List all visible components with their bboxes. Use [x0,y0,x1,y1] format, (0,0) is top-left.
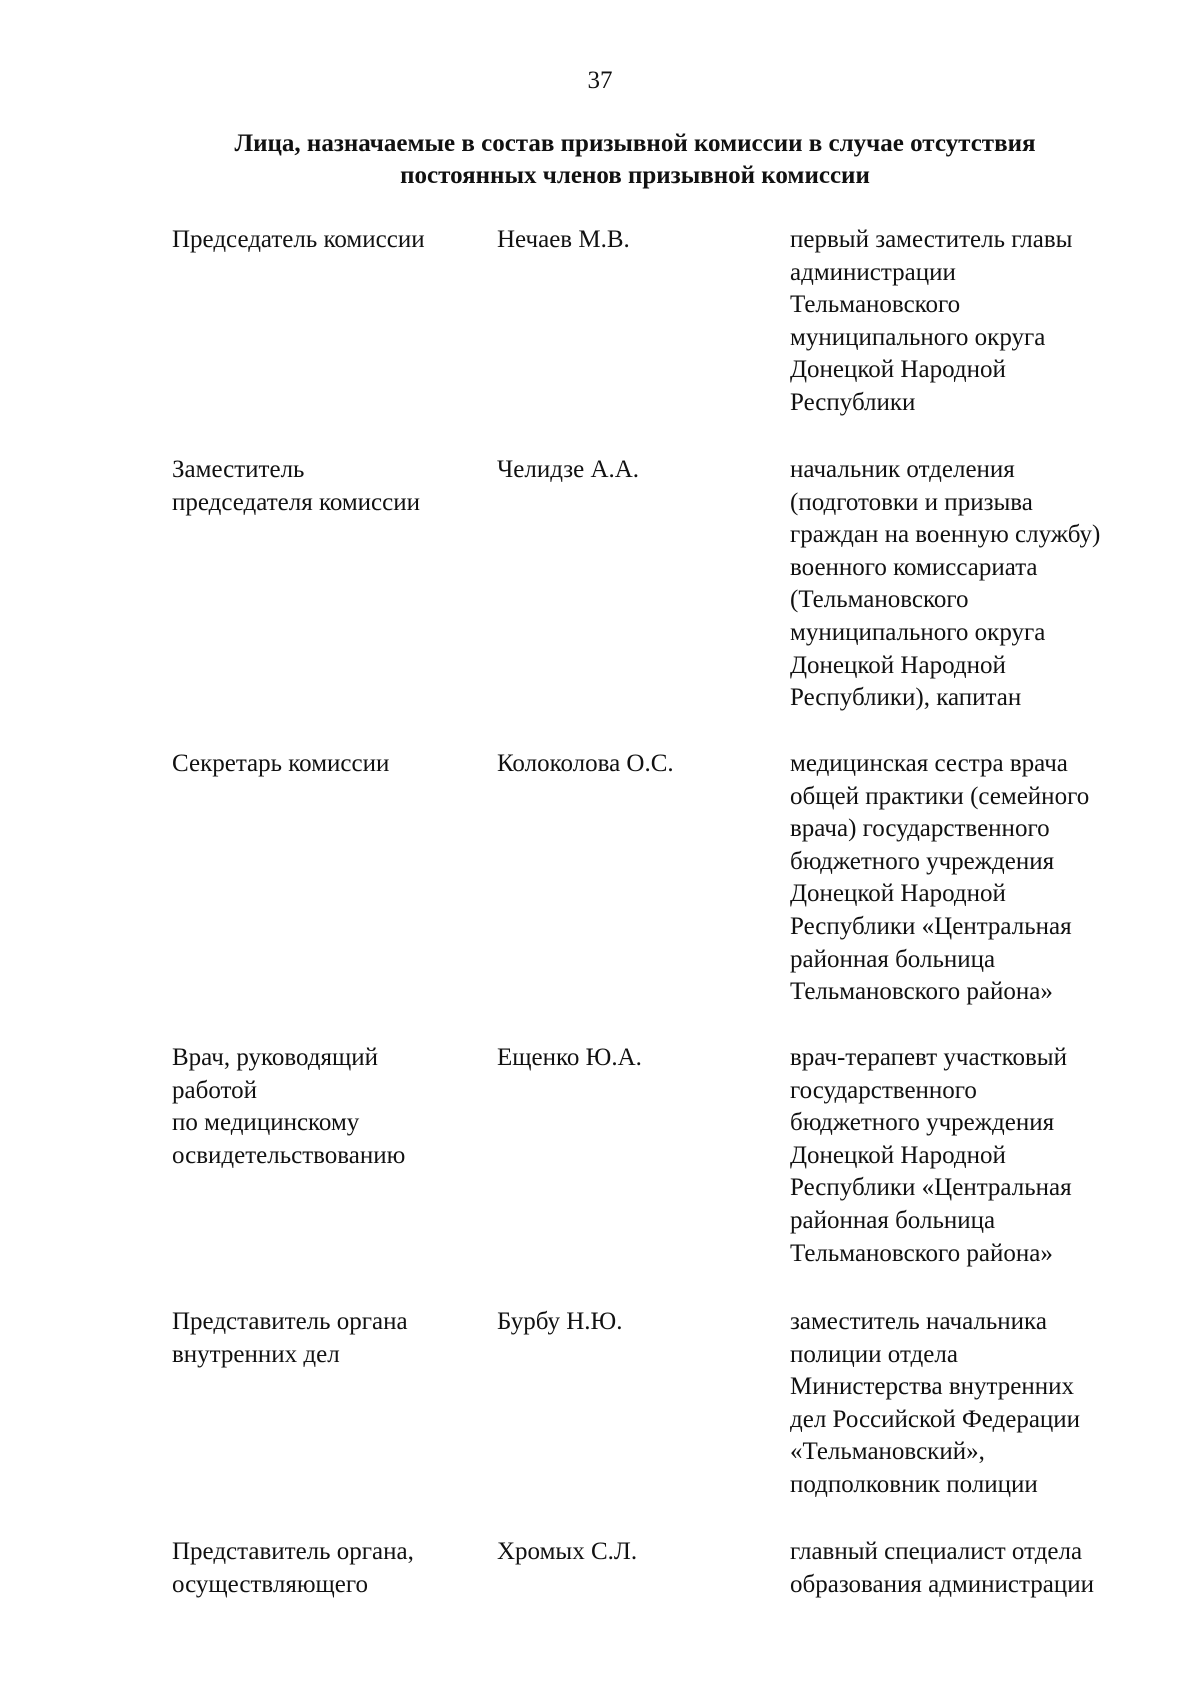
entry-position [790,748,1150,1009]
position-line: врача) государственного [790,815,1050,843]
role-line: по медицинскому [172,1109,360,1137]
role-line: внутренних дел [172,1340,340,1368]
position-line: медицинская сестра врача [790,750,1068,777]
role-line: Врач, руководящий [172,1044,379,1071]
entry-role [172,748,472,781]
entry-person-name: Бурбу Н.Ю. [497,1308,623,1335]
entry-person-name: Челидзе А.А. [497,456,640,483]
entry-role [172,1042,472,1172]
position-line: районная больница [790,1206,996,1234]
position-line: Донецкой Народной [790,880,1006,908]
entry-person-name: Хромых С.Л. [497,1538,638,1565]
role-line: освидетельствованию [172,1141,406,1169]
entry-person-name: Колоколова О.С. [497,750,674,777]
entry-position [790,224,1150,420]
entry-role [172,1306,472,1371]
entry-role [172,1536,472,1601]
position-line: Донецкой Народной [790,356,1006,384]
position-line: бюджетного учреждения [790,847,1055,875]
position-line: муниципального округа [790,323,1046,351]
position-line: Тельмановского района» [790,978,1053,1006]
heading-line-1: Лица, назначаемые в состав призывной комиссии в случае отсутствия [234,130,1036,157]
position-line: Республики [790,388,916,416]
position-line: государственного [790,1076,977,1104]
role-line: Представитель органа, [172,1538,414,1565]
role-line: работой [172,1076,257,1104]
position-line: подполковник полиции [790,1470,1038,1498]
position-line: образования администрации [790,1570,1094,1598]
position-line: врач-терапевт участковый [790,1044,1067,1071]
position-line: администрации [790,258,956,286]
entry-position [790,1306,1150,1502]
entry-role [172,224,472,257]
entry-role [172,454,472,519]
position-line: Республики), капитан [790,684,1022,712]
role-line: осуществляющего [172,1570,368,1598]
entry-person-name: Ещенко Ю.А. [497,1044,642,1071]
role-line: Представитель органа [172,1308,408,1335]
position-line: военного комиссариата [790,553,1038,581]
role-line: Секретарь комиссии [172,750,390,777]
role-line: Заместитель [172,456,305,483]
position-line: граждан на военную службу) [790,521,1101,549]
entry-position [790,1042,1150,1270]
entry-position [790,454,1150,715]
position-line: Республики «Центральная [790,1174,1072,1202]
position-line: «Тельмановский», [790,1438,985,1466]
page-number: 37 [587,67,613,94]
position-line: Республики «Центральная [790,912,1072,940]
position-line: Донецкой Народной [790,651,1006,679]
position-line: бюджетного учреждения [790,1109,1055,1137]
position-line: начальник отделения [790,456,1015,483]
position-line: Донецкой Народной [790,1141,1006,1169]
entry-position [790,1536,1150,1601]
role-line: председателя комиссии [172,488,420,516]
position-line: общей практики (семейного [790,782,1090,810]
position-line: муниципального округа [790,618,1046,646]
document-heading [150,128,1120,192]
position-line: районная больница [790,945,996,973]
position-line: главный специалист отдела [790,1538,1083,1565]
position-line: первый заместитель главы [790,226,1073,253]
heading-line-2: постоянных членов призывной комиссии [400,162,870,189]
position-line: дел Российской Федерации [790,1405,1081,1433]
entry-person-name: Нечаев М.В. [497,226,630,253]
position-line: (подготовки и призыва [790,488,1033,516]
position-line: Министерства внутренних [790,1373,1074,1401]
position-line: Тельмановского [790,291,961,319]
position-line: заместитель начальника [790,1308,1047,1335]
position-line: (Тельмановского [790,586,969,614]
position-line: полиции отдела [790,1340,958,1368]
role-line: Председатель комиссии [172,226,425,253]
position-line: Тельмановского района» [790,1239,1053,1267]
